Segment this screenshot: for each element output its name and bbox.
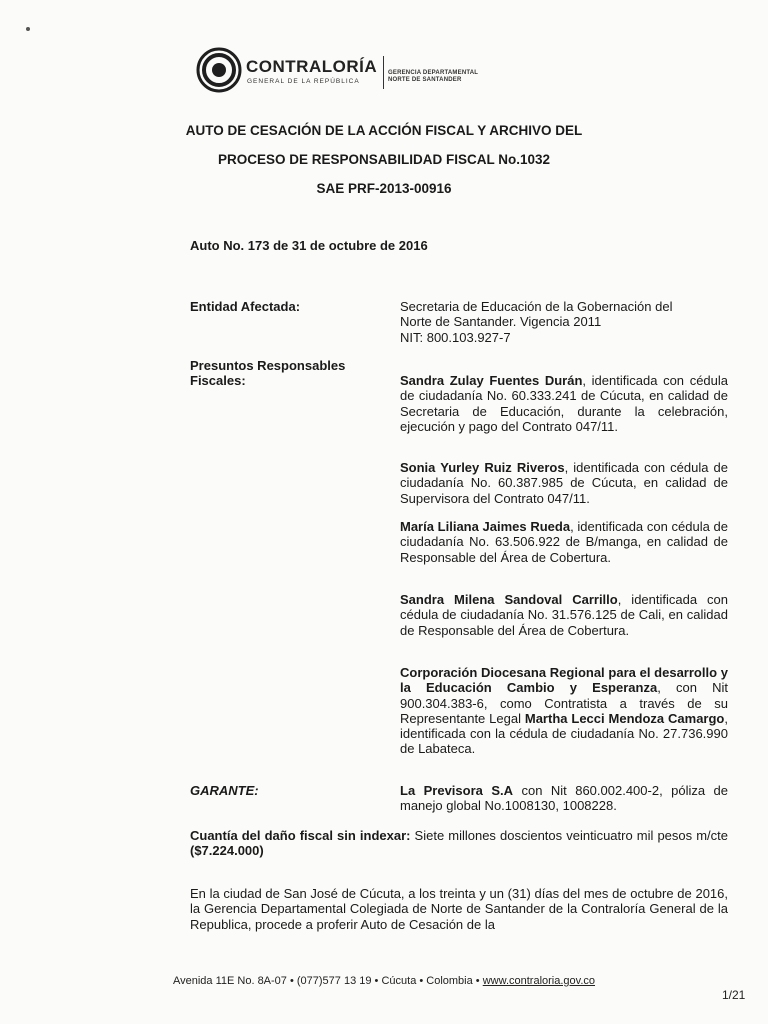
entidad-value [400, 299, 728, 345]
auto-number: Auto No. 173 de 31 de octubre de 2016 [190, 238, 428, 253]
entidad-line-1: Secretaria de Educación de la Gobernación del [400, 299, 673, 314]
responsable-entry [400, 460, 728, 506]
document-title-line-3: SAE PRF-2013-00916 [316, 181, 452, 196]
dept-line-1: GERENCIA DEPARTAMENTAL [388, 70, 479, 76]
contraloria-logo [196, 47, 516, 91]
cuantia-label: Cuantía del daño fiscal sin indexar: [190, 828, 411, 843]
responsable-details: , identificada con cédula de ciudadanía No. 63.506.922 de B/manga, en calidad de Responsable del Área de Cobertura. [400, 519, 728, 565]
responsable-name: María Liliana Jaimes Rueda [400, 519, 571, 534]
corporacion-details-2: , identificada con la cédula de ciudadanía No. 27.736.990 de Labateca. [400, 710, 728, 757]
responsable-entry [400, 373, 728, 434]
cuantia-paragraph [190, 828, 728, 859]
logo-name: CONTRALORÍA [246, 57, 378, 76]
cuantia-text: Siete millones doscientos veinticuatro mil pesos m/cte [410, 828, 728, 843]
responsables-label-2: Fiscales: [190, 373, 246, 388]
footer-website-link[interactable]: www.contraloria.gov.co [482, 975, 596, 987]
responsable-details: , identificada con cédula de ciudadanía No. 60.333.241 de Cúcuta, en calidad de Secretaria de Educación, durante la celebración, ejecución y pago del Contrato 047/11. [400, 373, 728, 434]
document-title-line-1: AUTO DE CESACIÓN DE LA ACCIÓN FISCAL Y ARCHIVO DEL [185, 123, 583, 138]
contraloria-emblem-icon [196, 47, 242, 93]
scan-speck [26, 27, 30, 31]
representante-name: Martha Lecci Mendoza Camargo [524, 710, 725, 726]
responsable-details: , identificada con cédula de ciudadanía No. 60.387.985 de Cúcuta, en calidad de Supervisora del Contrato 047/11. [400, 460, 728, 506]
responsable-details: , identificada con cédula de ciudadanía No. 31.576.125 de Cali, en calidad de Responsable del Área de Cobertura. [400, 592, 728, 638]
corporacion-entry [400, 665, 728, 757]
garante-name: La Previsora S.A [400, 783, 514, 798]
responsable-name: Sandra Zulay Fuentes Durán [400, 373, 583, 388]
corporacion-name: Corporación Diocesana Regional para el desarrollo y la Educación Cambio y Esperanza [400, 665, 728, 696]
responsables-label-1: Presuntos Responsables [190, 358, 346, 373]
responsable-name: Sandra Milena Sandoval Carrillo [400, 592, 618, 607]
entidad-line-3: NIT: 800.103.927-7 [400, 329, 511, 345]
garante-details: con Nit 860.002.400-2, póliza de manejo global No.1008130, 1008228. [400, 783, 728, 814]
responsable-entry [400, 519, 728, 565]
page-footer [0, 975, 768, 987]
garante-value [400, 783, 728, 814]
cuantia-amount: ($7.224.000) [190, 843, 264, 859]
entidad-label: Entidad Afectada: [190, 299, 301, 314]
responsables-label [190, 358, 345, 388]
body-paragraph: En la ciudad de San José de Cúcuta, a los treinta y un (31) días del mes de octubre de 2016, la Gerencia Departamental Colegiada de Norte de Santander de la Contraloría General de la Republica, procede a proferir Auto de Cesación de la [190, 886, 728, 932]
logo-divider [383, 56, 384, 89]
responsable-entry [400, 592, 728, 638]
dept-line-2: NORTE DE SANTANDER [388, 77, 462, 83]
garante-label: GARANTE: [190, 783, 259, 798]
responsable-name: Sonia Yurley Ruiz Riveros [400, 460, 565, 475]
footer-address: Avenida 11E No. 8A-07 • (077)577 13 19 • Cúcuta • Colombia • [172, 975, 483, 987]
document-title-line-2: PROCESO DE RESPONSABILIDAD FISCAL No.1032 [217, 152, 551, 167]
logo-department [388, 70, 478, 84]
page-number: 1/21 [722, 988, 746, 1002]
entidad-line-2: Norte de Santander. Vigencia 2011 [400, 314, 602, 330]
logo-subtitle: GENERAL DE LA REPÚBLICA [247, 78, 360, 85]
corporacion-details-1: , con Nit 900.304.383-6, como Contratista a través de su Representante Legal [400, 680, 728, 726]
